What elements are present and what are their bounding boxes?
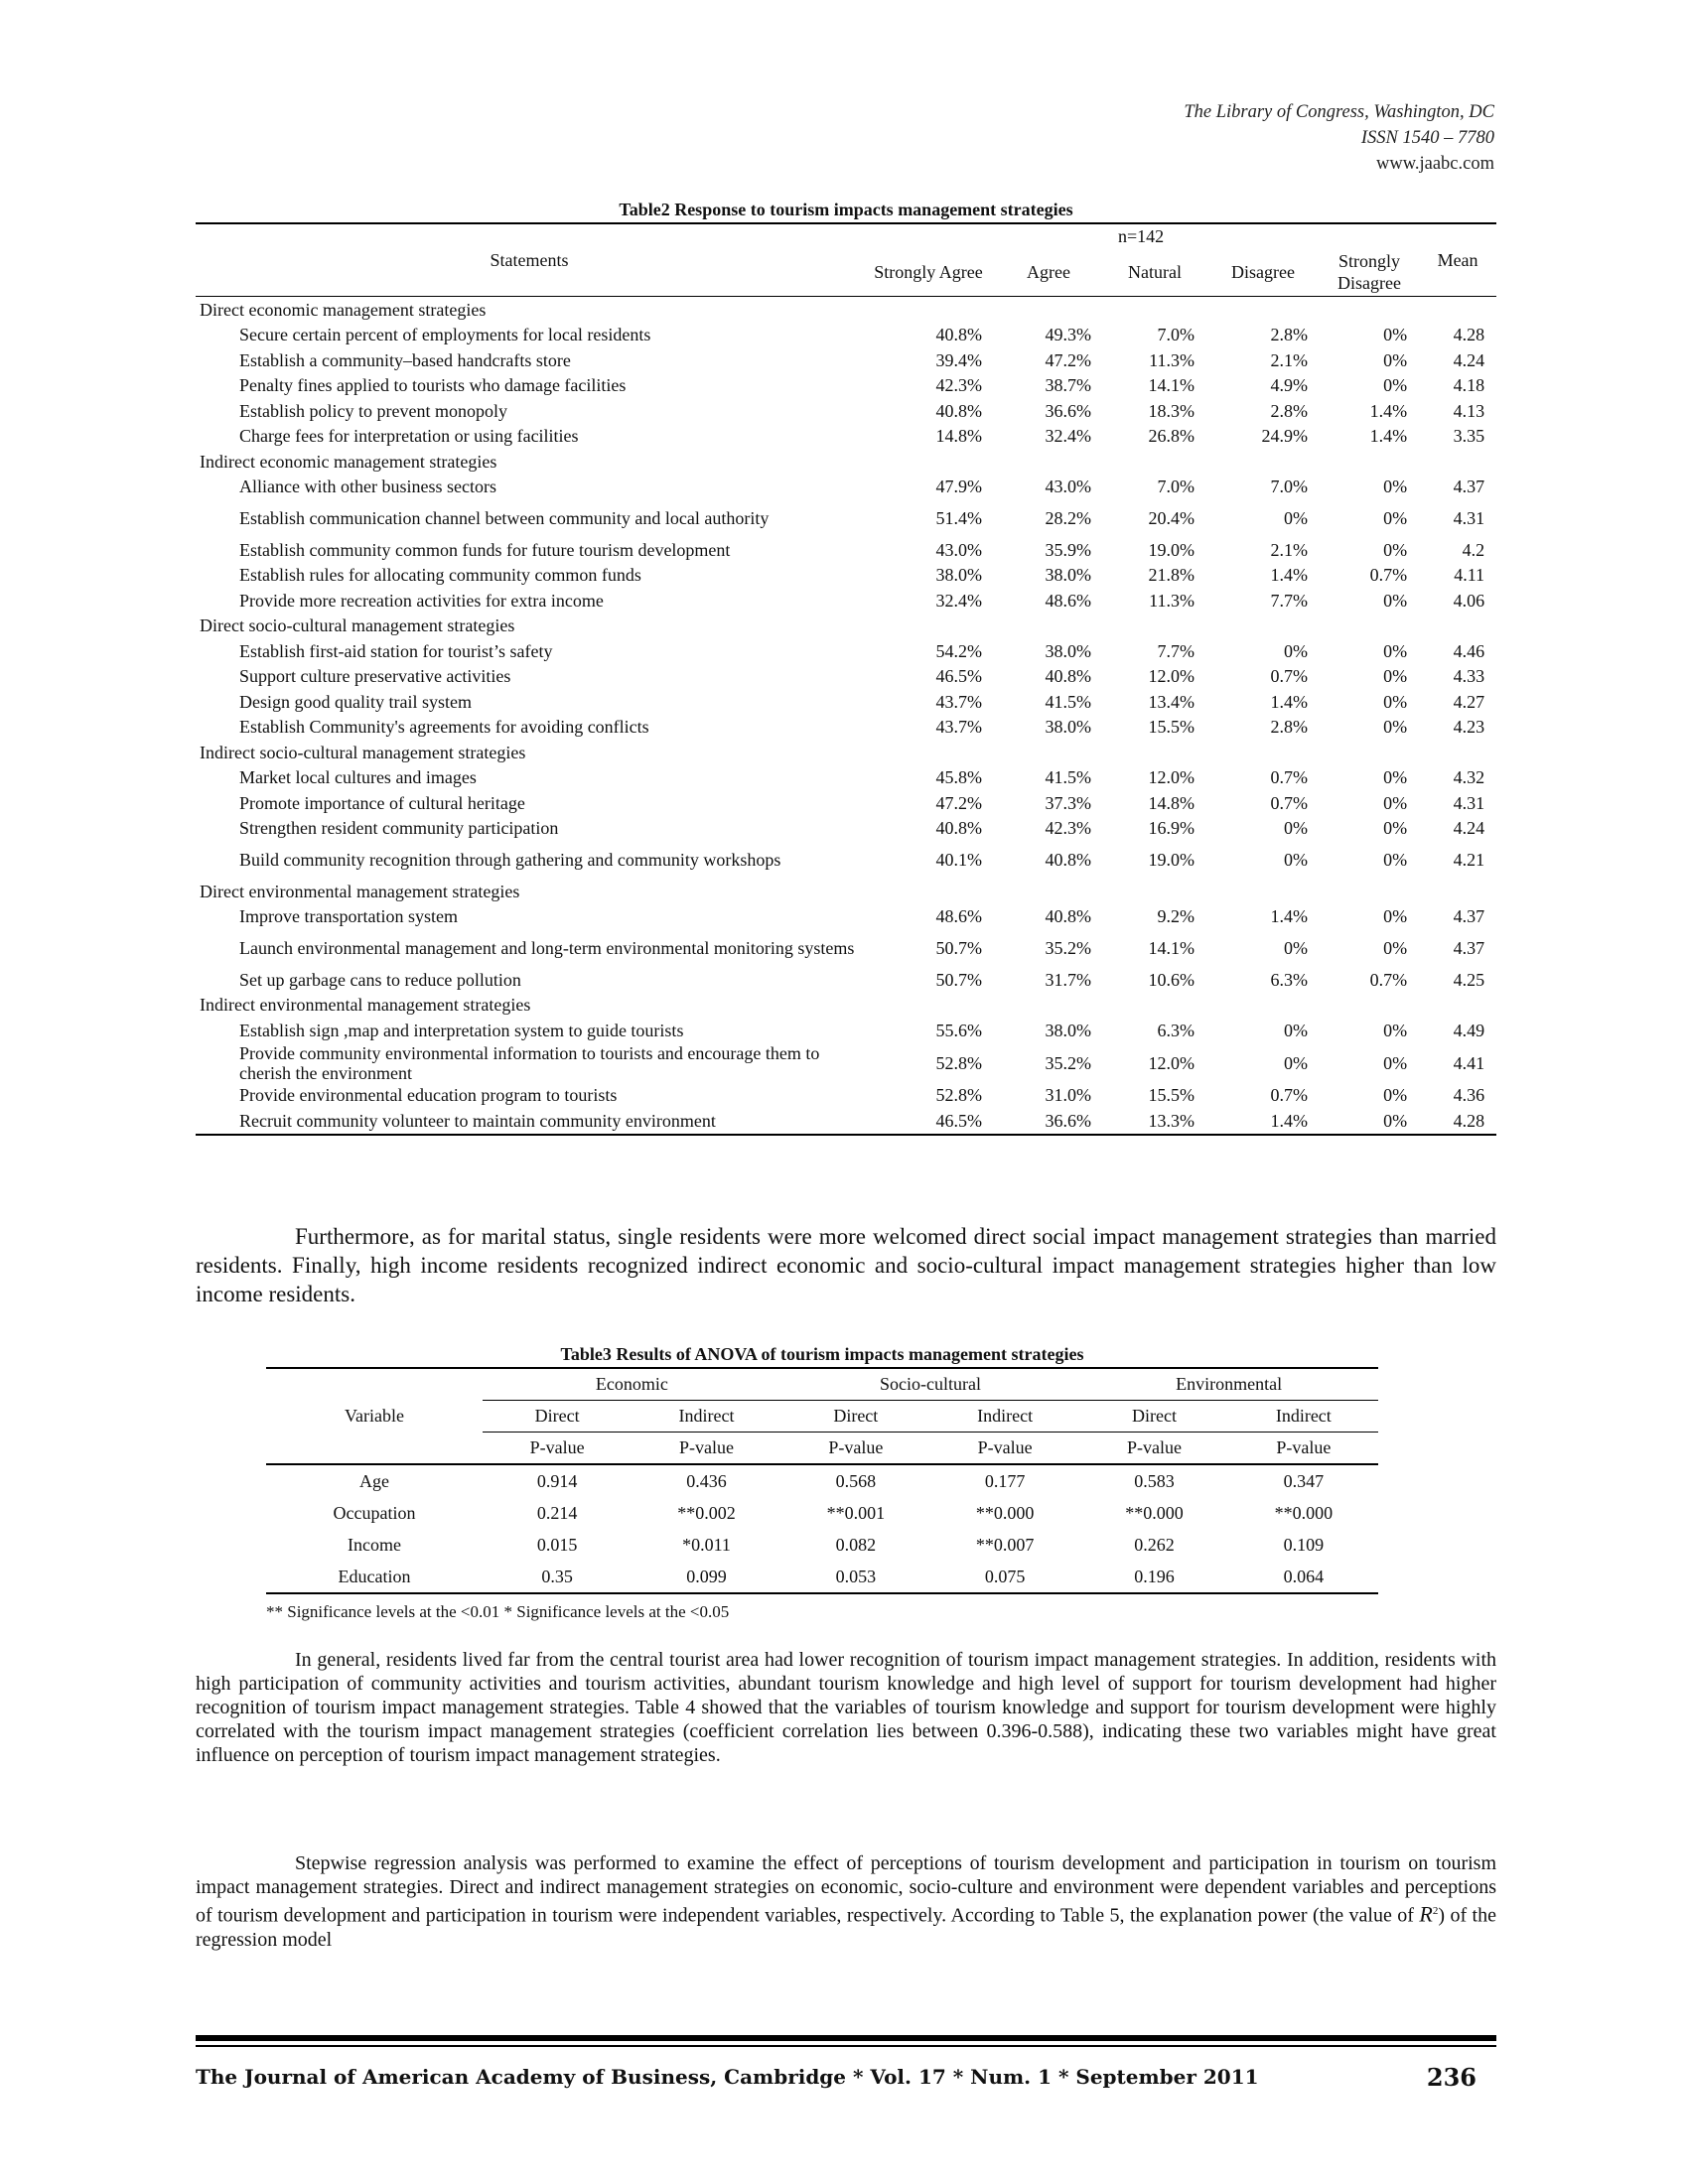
table2-group-row — [196, 879, 1496, 904]
table3-variable-name: Occupation — [333, 1502, 416, 1523]
table2-cell: 14.8% — [1148, 792, 1195, 813]
table2-cell: 47.2% — [1045, 349, 1091, 370]
table2-cell: 3.35 — [1453, 426, 1485, 447]
table2-cell: 24.9% — [1261, 426, 1308, 447]
table2-cell: 7.7% — [1270, 590, 1308, 611]
table2-cell: 1.4% — [1270, 1110, 1308, 1131]
table2-cell: 10.6% — [1148, 969, 1195, 990]
paragraph-general-residents — [196, 1648, 1496, 1767]
table2-cell: 0.7% — [1369, 565, 1408, 586]
table-row — [196, 537, 1496, 563]
table2-cell: 31.7% — [1045, 969, 1091, 990]
table-row — [196, 664, 1496, 690]
table2-cell: 4.37 — [1453, 477, 1485, 497]
table2-cell: 42.3% — [935, 375, 982, 396]
table2-cell: 52.8% — [935, 1085, 982, 1106]
table3-pvalue-cell: 0.082 — [835, 1534, 877, 1555]
table2-cell: 0% — [1284, 818, 1308, 839]
table-row — [196, 790, 1496, 816]
table2-cell: 0.7% — [1270, 767, 1308, 788]
table2-cell: 40.8% — [1045, 906, 1091, 927]
table2-cell: 54.2% — [935, 640, 982, 661]
table-row — [196, 323, 1496, 348]
table2-cell: 1.4% — [1270, 565, 1308, 586]
table2-cell: 38.0% — [935, 565, 982, 586]
table2-cell: 2.8% — [1270, 325, 1308, 345]
table2-cell: 43.7% — [935, 691, 982, 712]
table2-cell: 11.3% — [1149, 590, 1195, 611]
table2-cell: 11.3% — [1149, 349, 1195, 370]
table3-pvalue-cell: *0.011 — [682, 1534, 731, 1555]
table2-cell: 35.2% — [1045, 938, 1091, 958]
table2-cell: 55.6% — [935, 1020, 982, 1040]
table2-cell: 0% — [1383, 477, 1408, 497]
table2-statement: Establish rules for allocating community common funds — [239, 565, 641, 586]
table2-statement: Improve transportation system — [239, 906, 458, 927]
table2-col-strongly-disagree: Strongly Disagree — [1337, 251, 1402, 293]
footer-journal-citation: The Journal of American Academy of Business, Cambridge * Vol. 17 * Num. 1 * September 2011 — [196, 2065, 1259, 2089]
table2-cell: 19.0% — [1148, 850, 1195, 870]
table3-pvalue-cell: 0.35 — [541, 1566, 573, 1586]
table2-cell: 4.25 — [1453, 969, 1485, 990]
table2-cell: 4.37 — [1453, 906, 1485, 927]
table2-cell: 51.4% — [935, 508, 982, 528]
table3-subheader: Indirect — [1229, 1401, 1378, 1433]
table2-cell: 18.3% — [1148, 400, 1195, 421]
table3-col-variable: Variable — [345, 1406, 404, 1426]
table2-cell: 0% — [1383, 666, 1408, 687]
paragraph-marital-income — [196, 1222, 1496, 1308]
table2-cell: 40.8% — [935, 400, 982, 421]
table2-cell: 2.8% — [1270, 400, 1308, 421]
table2-cell: 14.8% — [935, 426, 982, 447]
table2-cell: 38.7% — [1045, 375, 1091, 396]
table3-pvalue-cell: **0.000 — [1125, 1502, 1184, 1523]
table-row — [196, 816, 1496, 842]
table-row — [196, 424, 1496, 450]
table2-cell: 38.0% — [1045, 1020, 1091, 1040]
table2-cell: 4.41 — [1453, 1052, 1485, 1073]
paragraph-stepwise-regression — [196, 1851, 1496, 1952]
table2-cell: 19.0% — [1148, 539, 1195, 560]
table2-cell: 4.9% — [1270, 375, 1308, 396]
table2-cell: 12.0% — [1148, 666, 1195, 687]
table3-pvalue-cell: **0.007 — [975, 1534, 1035, 1555]
table2-cell: 6.3% — [1157, 1020, 1195, 1040]
table3-grid — [266, 1367, 1378, 1594]
table2-cell: 35.9% — [1045, 539, 1091, 560]
table3-group-economic: Economic — [483, 1368, 781, 1401]
table2-cell: 0% — [1383, 767, 1408, 788]
table2-statement: Charge fees for interpretation or using facilities — [239, 426, 579, 447]
table2-statement: Secure certain percent of employments for local residents — [239, 325, 651, 345]
table2-cell: 1.4% — [1369, 426, 1408, 447]
table2-cell: 46.5% — [935, 666, 982, 687]
table2-cell: 4.33 — [1453, 666, 1485, 687]
table2-cell: 49.3% — [1045, 325, 1091, 345]
table2-cell: 0% — [1383, 850, 1408, 870]
table3-pvalue-header: P-value — [679, 1437, 734, 1457]
table2-cell: 2.8% — [1270, 717, 1308, 738]
table3-pvalue-cell: 0.347 — [1283, 1470, 1325, 1491]
table2-cell: 4.27 — [1453, 691, 1485, 712]
table2-cell: 0% — [1383, 1052, 1408, 1073]
paragraph3-text: Stepwise regression analysis was performed to examine the effect of perceptions of tourism development and participation in tourism on tourism impact management strategies. Direct and indirect management strategies on economic, socio-culture and environment were dependent variables and perceptions of tourism development and participation in tourism were independent variables, respectively. According to Table 5, the explanation power (the value of — [196, 1852, 1496, 1927]
table3-subheader: Direct — [1079, 1401, 1228, 1433]
table2-cell: 1.4% — [1270, 691, 1308, 712]
table3-subheader: Direct — [781, 1401, 930, 1433]
table2-cell: 7.0% — [1157, 477, 1195, 497]
table2-statement: Support culture preservative activities — [239, 666, 511, 687]
table-row — [196, 475, 1496, 500]
table2-statement: Build community recognition through gathering and community workshops — [239, 850, 781, 870]
table3-pvalue-cell: 0.099 — [686, 1566, 727, 1586]
table2-statement: Establish first-aid station for tourist’s safety — [239, 640, 553, 661]
table3-subheader: Indirect — [632, 1401, 780, 1433]
table3-variable-name: Education — [338, 1566, 411, 1586]
table2-cell: 43.0% — [1045, 477, 1091, 497]
table2-cell: 0% — [1284, 640, 1308, 661]
page-number: 236 — [1426, 2063, 1477, 2092]
table2-cell: 4.24 — [1453, 818, 1485, 839]
table-row — [196, 1018, 1496, 1043]
table2-group-row — [196, 449, 1496, 475]
table2-col-mean: Mean — [1419, 223, 1496, 297]
header-line-issn: ISSN 1540 – 7780 — [1360, 128, 1494, 148]
table2-cell: 0% — [1383, 691, 1408, 712]
table2-cell: 0% — [1383, 1110, 1408, 1131]
table2-cell: 0.7% — [1270, 666, 1308, 687]
table3-pvalue-cell: 0.914 — [536, 1470, 578, 1491]
table2-cell: 2.1% — [1270, 539, 1308, 560]
table2-group-row — [196, 993, 1496, 1019]
table3-pvalue-cell: 0.214 — [536, 1502, 578, 1523]
table2-cell: 15.5% — [1148, 1085, 1195, 1106]
table3-pvalue-cell: 0.064 — [1283, 1566, 1325, 1586]
table2-cell: 7.0% — [1157, 325, 1195, 345]
table2-cell: 48.6% — [935, 906, 982, 927]
table-row — [196, 841, 1496, 879]
table2-cell: 4.31 — [1453, 792, 1485, 813]
table3-pvalue-header: P-value — [1276, 1437, 1332, 1457]
table2-group-row — [196, 740, 1496, 765]
table2-cell: 0% — [1383, 792, 1408, 813]
table3-pvalue-cell: 0.053 — [835, 1566, 877, 1586]
header-line-library: The Library of Congress, Washington, DC — [1184, 102, 1494, 122]
table2-cell: 46.5% — [935, 1110, 982, 1131]
table2-cell: 20.4% — [1148, 508, 1195, 528]
table2-cell: 12.0% — [1148, 1052, 1195, 1073]
table2-statement: Establish a community–based handcrafts store — [239, 349, 571, 370]
table-row — [196, 638, 1496, 664]
table-row — [266, 1561, 1378, 1593]
table-row — [196, 588, 1496, 614]
table2-group-title: Direct socio-cultural management strategies — [200, 615, 515, 636]
table-row — [196, 967, 1496, 993]
table2-cell: 31.0% — [1045, 1085, 1091, 1106]
table2-cell: 43.7% — [935, 717, 982, 738]
table2-cell: 47.2% — [935, 792, 982, 813]
table2-cell: 7.7% — [1157, 640, 1195, 661]
table2-cell: 40.8% — [1045, 666, 1091, 687]
table2-cell: 36.6% — [1045, 1110, 1091, 1131]
table2-cell: 15.5% — [1148, 717, 1195, 738]
table2-cell: 28.2% — [1045, 508, 1091, 528]
table2-cell: 35.2% — [1045, 1052, 1091, 1073]
table2-cell: 42.3% — [1045, 818, 1091, 839]
table3-significance-note: ** Significance levels at the <0.01 * Significance levels at the <0.05 — [266, 1602, 730, 1621]
table2-cell: 0% — [1383, 375, 1408, 396]
table3-pvalue-cell: 0.196 — [1134, 1566, 1175, 1586]
table3-pvalue-cell: 0.568 — [835, 1470, 877, 1491]
table-row — [196, 1083, 1496, 1109]
table2-cell: 4.2 — [1462, 539, 1485, 560]
table2-cell: 50.7% — [935, 938, 982, 958]
table2-cell: 0% — [1383, 1020, 1408, 1040]
table2-cell: 0% — [1383, 938, 1408, 958]
table2-cell: 45.8% — [935, 767, 982, 788]
table3-pvalue-cell: 0.177 — [984, 1470, 1026, 1491]
table2-cell: 0.7% — [1369, 969, 1408, 990]
table2-caption: Table2 Response to tourism impacts management strategies — [619, 200, 1073, 219]
table2 — [196, 199, 1496, 1136]
table2-cell: 0% — [1284, 1020, 1308, 1040]
table3-pvalue-header: P-value — [529, 1437, 585, 1457]
table2-cell: 4.13 — [1453, 400, 1485, 421]
table2-cell: 0% — [1383, 818, 1408, 839]
table2-cell: 1.4% — [1369, 400, 1408, 421]
table2-cell: 4.49 — [1453, 1020, 1485, 1040]
table2-statement: Establish policy to prevent monopoly — [239, 400, 507, 421]
table2-statement: Establish communication channel between community and local authority — [239, 508, 770, 528]
table2-cell: 4.06 — [1453, 590, 1485, 611]
table3-pvalue-cell: **0.001 — [826, 1502, 886, 1523]
table2-cell: 37.3% — [1045, 792, 1091, 813]
table2-cell: 32.4% — [935, 590, 982, 611]
table2-cell: 26.8% — [1148, 426, 1195, 447]
table2-cell: 14.1% — [1148, 938, 1195, 958]
table2-cell: 48.6% — [1045, 590, 1091, 611]
table2-cell: 0% — [1284, 508, 1308, 528]
table-row — [266, 1529, 1378, 1561]
footer-rule-thick — [196, 2035, 1496, 2041]
table2-cell: 38.0% — [1045, 640, 1091, 661]
table2-cell: 9.2% — [1157, 906, 1195, 927]
table-row — [196, 563, 1496, 589]
table2-statement: Establish sign ,map and interpretation system to guide tourists — [239, 1020, 684, 1040]
table3-variable-name: Age — [359, 1470, 389, 1491]
table2-group-title: Indirect environmental management strategies — [200, 995, 531, 1016]
table2-col-agree: Agree — [1027, 262, 1070, 282]
table2-group-row — [196, 614, 1496, 639]
table-row — [196, 689, 1496, 715]
table2-cell: 0% — [1383, 1085, 1408, 1106]
table2-cell: 0% — [1383, 508, 1408, 528]
table3-subheader: Direct — [483, 1401, 632, 1433]
table3-pvalue-cell: 0.436 — [686, 1470, 727, 1491]
table2-cell: 39.4% — [935, 349, 982, 370]
table2-cell: 2.1% — [1270, 349, 1308, 370]
table-row — [196, 765, 1496, 791]
table2-statement: Establish Community's agreements for avoiding conflicts — [239, 717, 649, 738]
table-row — [196, 373, 1496, 399]
table2-col-statements: Statements — [196, 223, 863, 297]
table2-cell: 52.8% — [935, 1052, 982, 1073]
paragraph1-text: Furthermore, as for marital status, single residents were more welcomed direct social impact management strategies than married residents. Finally, high income residents recognized indirect economic and socio-cultural impact management strategies higher than low income residents. — [196, 1224, 1496, 1306]
table2-cell: 4.11 — [1454, 565, 1485, 586]
table-row — [266, 1497, 1378, 1529]
table2-statement: Launch environmental management and long-term environmental monitoring systems — [239, 938, 855, 958]
table3-subheader: Indirect — [930, 1401, 1079, 1433]
table2-cell: 38.0% — [1045, 717, 1091, 738]
table2-cell: 4.32 — [1453, 767, 1485, 788]
table-row — [196, 929, 1496, 967]
table2-cell: 14.1% — [1148, 375, 1195, 396]
table2-statement: Recruit community volunteer to maintain community environment — [239, 1110, 716, 1131]
table2-statement: Alliance with other business sectors — [239, 477, 496, 497]
table2-cell: 13.4% — [1148, 691, 1195, 712]
table2-body — [196, 297, 1496, 1135]
table2-cell: 4.31 — [1453, 508, 1485, 528]
table2-grid — [196, 222, 1496, 1136]
table2-group-title: Indirect socio-cultural management strategies — [200, 742, 526, 762]
table3-pvalue-cell: 0.262 — [1134, 1534, 1175, 1555]
table3-pvalue-cell: 0.015 — [536, 1534, 578, 1555]
table2-cell: 47.9% — [935, 477, 982, 497]
table2-cell: 50.7% — [935, 969, 982, 990]
table2-cell: 0% — [1284, 850, 1308, 870]
table3-pvalue-cell: **0.002 — [677, 1502, 736, 1523]
table3-group-environmental: Environmental — [1079, 1368, 1378, 1401]
table2-cell: 0% — [1284, 938, 1308, 958]
table2-cell: 0% — [1383, 906, 1408, 927]
table2-cell: 43.0% — [935, 539, 982, 560]
table3-caption: Table3 Results of ANOVA of tourism impacts management strategies — [560, 1344, 1084, 1364]
footer-rule-thin — [196, 2045, 1496, 2047]
table-row — [196, 398, 1496, 424]
table2-cell: 4.46 — [1453, 640, 1485, 661]
table2-cell: 0% — [1383, 349, 1408, 370]
table2-cell: 0% — [1383, 717, 1408, 738]
table2-col-disagree: Disagree — [1231, 262, 1295, 282]
table2-statement: Provide environmental education program to tourists — [239, 1085, 618, 1106]
running-header — [1184, 99, 1494, 177]
table3-group-socio-cultural: Socio-cultural — [781, 1368, 1080, 1401]
table2-cell: 0% — [1383, 325, 1408, 345]
table-row — [196, 715, 1496, 741]
table2-statement: Set up garbage cans to reduce pollution — [239, 969, 521, 990]
table2-cell: 4.21 — [1453, 850, 1485, 870]
table2-cell: 41.5% — [1045, 691, 1091, 712]
paragraph2-text: In general, residents lived far from the central tourist area had lower recognition of tourism impact management strategies. In addition, residents with high participation of community activities and tourism activities, abundant tourism knowledge and high level of support for tourism development had higher recognition of tourism impact management strategies. Table 4 showed that the variables of tourism knowledge and support for tourism development were highly correlated with the tourism impact management strategies (coefficient correlation lies between 0.396-0.588), indicating these two variables might have great influence on perception of tourism impact management strategies. — [196, 1649, 1496, 1766]
table3-pvalue-header: P-value — [1126, 1437, 1182, 1457]
table2-statement: Provide community environmental information to tourists and encourage them to cherish the environment — [239, 1042, 820, 1083]
table-row — [196, 1043, 1496, 1083]
table3 — [266, 1343, 1378, 1594]
table2-cell: 38.0% — [1045, 565, 1091, 586]
table2-cell: 41.5% — [1045, 767, 1091, 788]
r-squared-exponent: 2 — [1432, 1905, 1439, 1917]
header-link-website[interactable]: www.jaabc.com — [1375, 154, 1494, 174]
table3-pvalue-cell: 0.075 — [984, 1566, 1026, 1586]
table2-cell: 32.4% — [1045, 426, 1091, 447]
table2-statement: Penalty fines applied to tourists who damage facilities — [239, 375, 627, 396]
table2-statement: Establish community common funds for future tourism development — [239, 539, 731, 560]
table2-cell: 0.7% — [1270, 792, 1308, 813]
table2-cell: 0% — [1383, 590, 1408, 611]
table2-cell: 16.9% — [1148, 818, 1195, 839]
table2-group-title: Direct environmental management strategies — [200, 881, 520, 901]
table2-col-strongly-agree: Strongly Agree — [874, 262, 983, 282]
table2-cell: 4.28 — [1453, 1110, 1485, 1131]
table3-variable-name: Income — [348, 1534, 401, 1555]
table2-cell: 7.0% — [1270, 477, 1308, 497]
table3-pvalue-cell: 0.109 — [1283, 1534, 1325, 1555]
table2-cell: 4.37 — [1453, 938, 1485, 958]
table2-cell: 6.3% — [1270, 969, 1308, 990]
table3-pvalue-header: P-value — [977, 1437, 1033, 1457]
table2-cell: 0% — [1284, 1052, 1308, 1073]
table-row — [196, 904, 1496, 930]
table2-cell: 0% — [1383, 539, 1408, 560]
table2-col-natural: Natural — [1128, 262, 1182, 282]
table2-statement: Promote importance of cultural heritage — [239, 792, 525, 813]
table2-statement: Market local cultures and images — [239, 767, 477, 788]
table-row — [196, 499, 1496, 537]
table2-cell: 0.7% — [1270, 1085, 1308, 1106]
table2-cell: 12.0% — [1148, 767, 1195, 788]
table2-statement: Provide more recreation activities for extra income — [239, 590, 604, 611]
table2-cell: 1.4% — [1270, 906, 1308, 927]
table3-pvalue-cell: **0.000 — [975, 1502, 1035, 1523]
table2-cell: 4.23 — [1453, 717, 1485, 738]
table2-cell: 40.8% — [1045, 850, 1091, 870]
table2-cell: 4.36 — [1453, 1085, 1485, 1106]
table2-cell: 4.18 — [1453, 375, 1485, 396]
table2-cell: 21.8% — [1148, 565, 1195, 586]
table3-pvalue-cell: 0.583 — [1134, 1470, 1175, 1491]
r-squared-symbol: R — [1419, 1901, 1433, 1927]
table-row — [266, 1464, 1378, 1497]
table2-group-title: Indirect economic management strategies — [200, 451, 497, 472]
table-row — [196, 1108, 1496, 1135]
table2-cell: 40.8% — [935, 818, 982, 839]
table2-cell: 40.8% — [935, 325, 982, 345]
page-footer — [196, 2063, 1496, 2092]
table3-pvalue-header: P-value — [828, 1437, 884, 1457]
table2-n-label: n=142 — [1117, 226, 1165, 246]
table2-group-title: Direct economic management strategies — [200, 299, 487, 320]
table2-group-row — [196, 297, 1496, 323]
table-row — [196, 347, 1496, 373]
table2-statement: Design good quality trail system — [239, 691, 472, 712]
table2-statement: Strengthen resident community participation — [239, 818, 559, 839]
table2-cell: 4.24 — [1453, 349, 1485, 370]
table2-cell: 40.1% — [935, 850, 982, 870]
table2-cell: 36.6% — [1045, 400, 1091, 421]
table2-cell: 0% — [1383, 640, 1408, 661]
table3-body — [266, 1464, 1378, 1593]
paragraph3-text-end: ) of the regression model — [196, 1904, 1496, 1951]
table2-cell: 13.3% — [1148, 1110, 1195, 1131]
table2-cell: 4.28 — [1453, 325, 1485, 345]
table3-pvalue-cell: **0.000 — [1274, 1502, 1334, 1523]
